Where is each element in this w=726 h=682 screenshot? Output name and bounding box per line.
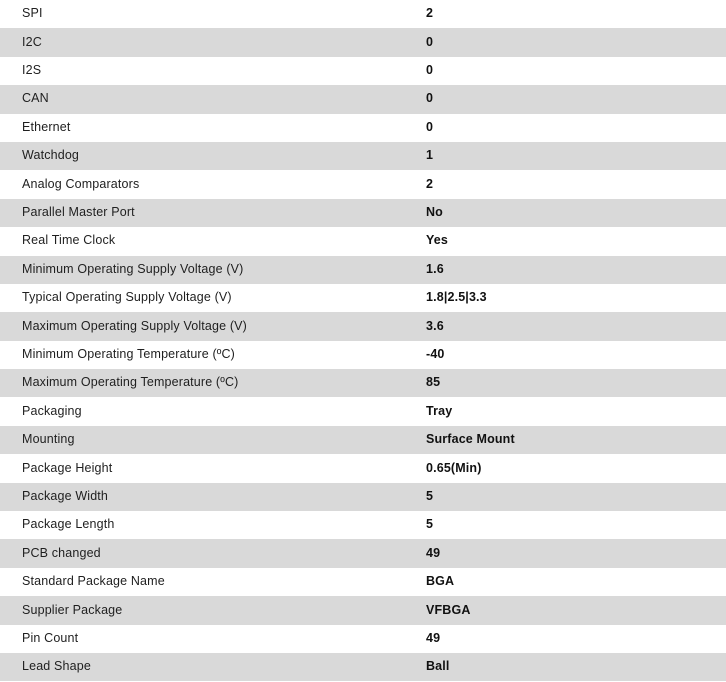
spec-label: Lead Shape (22, 659, 91, 674)
spec-label: Maximum Operating Supply Voltage (V) (22, 318, 247, 333)
spec-value: 0 (426, 63, 434, 78)
table-row (0, 539, 726, 567)
spec-label: CAN (22, 91, 49, 106)
spec-value: -40 (426, 347, 445, 361)
spec-value: 0.65(Min) (426, 460, 482, 475)
spec-label: Package Height (22, 460, 113, 475)
table-row (0, 85, 726, 113)
table-row (0, 397, 726, 425)
spec-value: 5 (426, 488, 434, 503)
spec-label: SPI (22, 6, 43, 21)
table-row (0, 28, 726, 56)
spec-value: 2 (426, 6, 434, 21)
spec-label: Package Length (22, 517, 115, 532)
spec-value: 1 (426, 148, 434, 163)
spec-value: Yes (426, 233, 449, 248)
table-row (0, 341, 726, 369)
table-row (0, 284, 726, 312)
spec-label: Typical Operating Supply Voltage (V) (22, 290, 232, 305)
table-row (0, 369, 726, 397)
spec-label: Analog Comparators (22, 176, 140, 191)
table-row (0, 256, 726, 284)
spec-value: 49 (426, 630, 441, 645)
spec-value: 49 (426, 545, 441, 560)
spec-label: Parallel Master Port (22, 205, 135, 220)
spec-label: Watchdog (22, 148, 80, 163)
spec-value: 5 (426, 517, 434, 532)
spec-label: Maximum Operating Temperature (ºC) (22, 375, 239, 390)
table-row (0, 596, 726, 624)
spec-label: Real Time Clock (22, 233, 116, 248)
spec-value: 3.6 (426, 318, 444, 333)
spec-value: 1.6 (426, 261, 444, 276)
spec-label: Packaging (22, 403, 82, 418)
spec-label: Supplier Package (22, 602, 123, 617)
table-row (0, 114, 726, 142)
table-row (0, 227, 726, 255)
table-row (0, 454, 726, 482)
spec-label: Minimum Operating Temperature (ºC) (22, 347, 235, 361)
table-row (0, 170, 726, 198)
table-row (0, 483, 726, 511)
spec-label: PCB changed (22, 545, 101, 560)
spec-value: 0 (426, 119, 434, 134)
spec-value: 0 (426, 34, 434, 49)
table-row (0, 511, 726, 539)
table-row (0, 142, 726, 170)
table-row (0, 199, 726, 227)
spec-value: 1.8|2.5|3.3 (426, 290, 487, 305)
spec-value: Ball (426, 659, 450, 674)
spec-value: 85 (426, 375, 441, 390)
spec-label: I2S (22, 63, 42, 78)
spec-label: Minimum Operating Supply Voltage (V) (22, 261, 244, 276)
spec-value: VFBGA (426, 602, 471, 617)
spec-label: I2C (22, 34, 42, 49)
table-row (0, 312, 726, 340)
spec-label: Ethernet (22, 119, 71, 134)
table-row (0, 57, 726, 85)
table-row (0, 653, 726, 681)
table-row (0, 426, 726, 454)
spec-label: Mounting (22, 432, 75, 447)
spec-value: No (426, 205, 443, 220)
spec-value: BGA (426, 574, 455, 589)
table-row (0, 568, 726, 596)
spec-value: 0 (426, 91, 434, 106)
spec-value: Tray (426, 403, 453, 418)
table-row (0, 0, 726, 28)
spec-value: Surface Mount (426, 432, 515, 447)
spec-label: Pin Count (22, 630, 79, 645)
spec-value: 2 (426, 176, 434, 191)
spec-label: Package Width (22, 488, 109, 503)
table-row (0, 625, 726, 653)
spec-label: Standard Package Name (22, 574, 165, 589)
